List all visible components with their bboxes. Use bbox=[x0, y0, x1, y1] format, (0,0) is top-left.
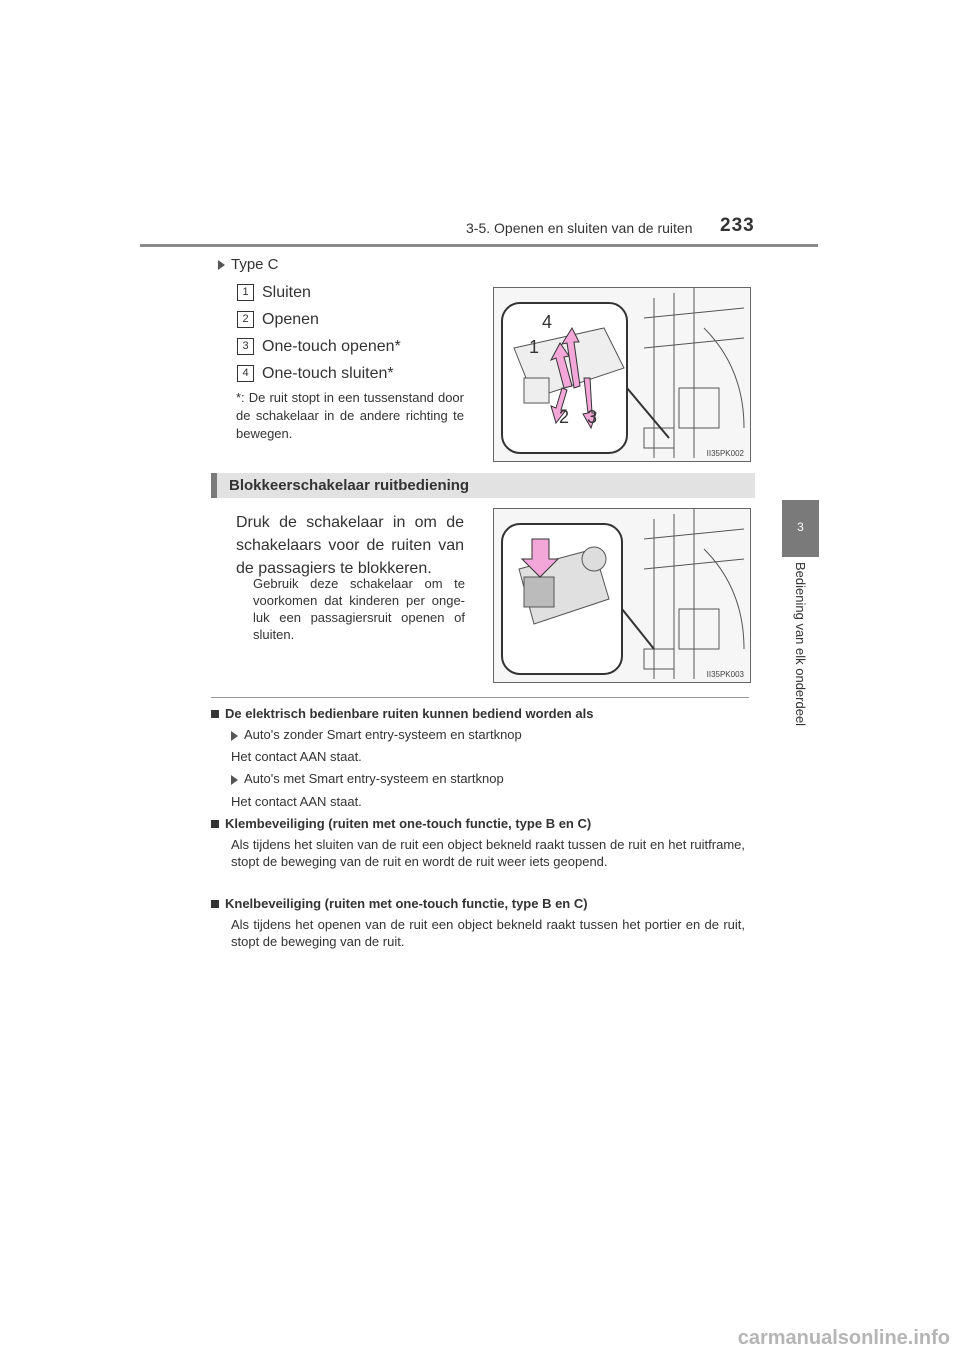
note-heading bbox=[211, 816, 591, 831]
legend-number: 4 bbox=[237, 365, 254, 382]
square-bullet-icon bbox=[211, 710, 219, 718]
callout-2: 2 bbox=[559, 407, 570, 427]
note-bullet-text: Auto's zonder Smart entry-systeem en startknop bbox=[244, 727, 522, 742]
note-heading bbox=[211, 706, 593, 721]
chapter-number: 3 bbox=[797, 520, 804, 534]
section-heading-bar bbox=[211, 473, 755, 498]
legend-number: 1 bbox=[237, 284, 254, 301]
footnote: *: De ruit stopt in een tussenstand door de schakelaar in de andere richting te bewegen. bbox=[236, 390, 464, 441]
legend-item bbox=[237, 311, 319, 329]
header-rule bbox=[140, 244, 818, 247]
lock-explanation: Gebruik deze schakelaar om te voorkomen dat kinderen per onge-luk een passagiersruit openen of sluiten. bbox=[253, 576, 465, 642]
triangle-bullet-icon bbox=[231, 775, 238, 785]
triangle-bullet-icon bbox=[231, 731, 238, 741]
legend-text: Openen bbox=[262, 311, 319, 328]
page-number: 233 bbox=[720, 215, 755, 236]
chapter-tab bbox=[782, 500, 819, 557]
figure-code: II35PK002 bbox=[706, 449, 744, 458]
note-bullet bbox=[231, 770, 745, 787]
triangle-bullet-icon bbox=[218, 260, 225, 270]
note-bullet bbox=[231, 726, 745, 743]
watermark: carmanualsonline.info bbox=[737, 1327, 950, 1349]
legend-item bbox=[237, 338, 401, 356]
callout-4: 4 bbox=[542, 312, 553, 332]
legend-text: One-touch openen* bbox=[262, 338, 401, 355]
note-text: Het contact AAN staat. bbox=[231, 794, 362, 809]
square-bullet-icon bbox=[211, 820, 219, 828]
legend-number: 2 bbox=[237, 311, 254, 328]
legend-item bbox=[237, 365, 394, 383]
legend-item bbox=[237, 284, 311, 302]
legend-text: Sluiten bbox=[262, 284, 311, 301]
legend-number: 3 bbox=[237, 338, 254, 355]
figure-code: II35PK003 bbox=[706, 670, 744, 679]
chapter-label: Bediening van elk onderdeel bbox=[792, 562, 808, 727]
lock-switch-illustration bbox=[494, 509, 750, 682]
notes-rule bbox=[211, 697, 749, 698]
section-title: 3-5. Openen en sluiten van de ruiten bbox=[466, 220, 693, 236]
window-switch-illustration bbox=[494, 288, 750, 461]
note-text: Als tijdens het sluiten van de ruit een object bekneld raakt tussen de ruit en het ruitframe, stopt de beweging van de ruit en wordt de ruit weer iets geopend. bbox=[231, 837, 745, 869]
note-heading-text: De elektrisch bedienbare ruiten kunnen bediend worden als bbox=[225, 706, 594, 721]
type-c-label: Type C bbox=[231, 256, 279, 273]
note-bullet-text: Auto's met Smart entry-systeem en startknop bbox=[244, 771, 504, 786]
note-heading bbox=[211, 896, 588, 911]
note-heading-text: Klembeveiliging (ruiten met one-touch functie, type B en C) bbox=[225, 816, 592, 831]
note-text: Het contact AAN staat. bbox=[231, 749, 362, 764]
lock-instruction: Druk de schakelaar in om de schakelaars voor de ruiten van de passagiers te blokkeren. bbox=[236, 514, 464, 577]
callout-3: 3 bbox=[587, 407, 598, 427]
note-heading-text: Knelbeveiliging (ruiten met one-touch functie, type B en C) bbox=[225, 896, 588, 911]
type-c-heading bbox=[218, 256, 279, 273]
legend-text: One-touch sluiten* bbox=[262, 365, 394, 382]
section-heading: Blokkeerschakelaar ruitbediening bbox=[229, 477, 470, 494]
chapter-label-container bbox=[782, 562, 819, 752]
square-bullet-icon bbox=[211, 900, 219, 908]
figure-window-switch bbox=[493, 287, 751, 462]
figure-lock-switch bbox=[493, 508, 751, 683]
note-text: Als tijdens het openen van de ruit een object bekneld raakt tussen het portier en de ruit, stopt de beweging van de ruit. bbox=[231, 917, 745, 949]
callout-1: 1 bbox=[529, 337, 540, 357]
